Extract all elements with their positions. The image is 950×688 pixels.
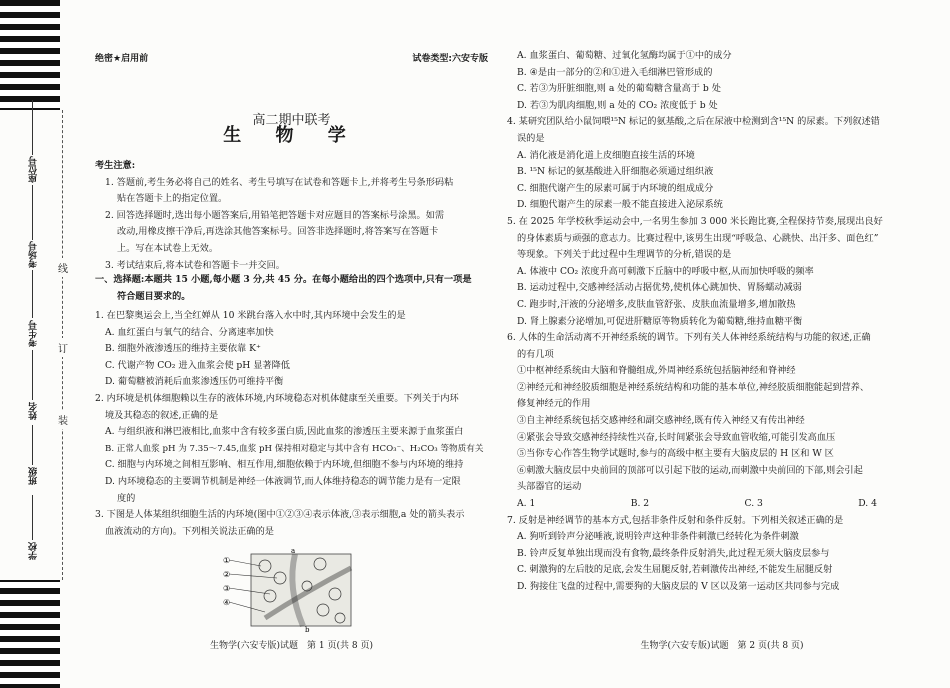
- section-heading: 一、选择题:本题共 15 小题,每小题 3 分,共 45 分。在每小题给出的四个选项中,只有一项是 符合题目要求的。: [95, 274, 472, 302]
- footer-page-2: 生物学(六安专版)试题 第 2 页(共 8 页): [640, 641, 804, 651]
- question-1-stem: 1. 在巴黎奥运会上,当全红婵从 10 米跳台落入水中时,其内环境中会发生的是: [95, 310, 406, 321]
- seat-number-field: 座位号: [29, 156, 39, 183]
- left-column: [95, 0, 488, 688]
- question-6-options: A. 1 B. 2 C. 3 D. 4: [517, 498, 877, 510]
- mark-line: 线: [58, 258, 68, 277]
- binding-strip: [0, 0, 76, 688]
- fig-label-a: a: [291, 547, 296, 555]
- question-4-stem: 4. 某研究团队给小鼠饲喂¹⁵N 标记的氨基酸,之后在尿液中检测到含¹⁵N 的尿素。下列叙述错: [507, 116, 880, 128]
- notice-block: 考生注意: 1. 答题前,考生务必将自己的姓名、考生号填写在试卷和答题卡上,并将考生号条形码粘 贴在答题卡上的指定位置。 2. 回答选择题时,选出每小题答案后,用铅笔把答题卡对应题目的答案标号涂黑。如需 改动,用橡皮擦干净后,再选涂其他答案标号。回答非选择题时,将答案写在答题卡 上。写在本试卷上无效。 3. 考试结束后,将本试卷和答题卡一并交回。: [95, 158, 488, 274]
- name-field: 姓名: [29, 402, 39, 420]
- school-field: 学校: [29, 542, 39, 560]
- fig-label-3: ③: [223, 584, 231, 593]
- mark-fold: 装: [58, 410, 68, 429]
- question-3-stem: 3. 下图是人体某组织细胞生活的内环境(图中①②③④表示体液,③表示细胞,a 处的箭头表示: [95, 509, 465, 521]
- notice-heading: 考生注意:: [95, 160, 136, 171]
- confidential-label: 绝密★启用前: [95, 54, 149, 64]
- fig-label-b: b: [305, 626, 310, 634]
- mark-bind: 订: [58, 338, 68, 357]
- exam-title: 高二期中联考: [252, 113, 331, 128]
- fig-label-4: ④: [223, 598, 231, 607]
- questions-1-3: 1. 在巴黎奥运会上,当全红婵从 10 米跳台落入水中时,其内环境中会发生的是 A. 血红蛋白与氧气的结合、分离速率加快 B. 细胞外液渗透压的维持主要依靠 K⁺ C. 代谢产物 CO₂ 进入血浆会使 pH 显著降低 D. 葡萄糖被消耗后血浆渗透压仍可维持平衡 2. 内环境是机体细胞赖以生存的液体环境,内环境稳态对机体健康至关重要。下列关于内环 境及其稳态的叙述,正确的是 A. 与组织液和淋巴液相比,血浆中含有较多蛋白质,因此血浆的渗透压主要来源于血浆蛋白 B. 正常人血浆 pH 为 7.35～7.45,血浆 pH 保持相对稳定与其中含有 HCO₃⁻、H₂CO₃ 等物质有关 C. 细胞与内环境之间相互影响、相互作用,细胞依赖于内环境,但细胞不参与内环境的维持 D. 内环境稳态的主要调节机制是神经一体液调节,而人体维持稳态的调节能力是有一定限 度的 3. 下图是人体某组织细胞生活的内环境(图中①②③④表示体液,③表示细胞,a 处的箭头表示 血液流动的方向)。下列相关说法正确的是: [95, 308, 488, 540]
- right-column: [507, 0, 937, 688]
- question-2-stem: 2. 内环境是机体细胞赖以生存的液体环境,内环境稳态对机体健康至关重要。下列关于内环: [95, 392, 459, 404]
- subject-title: 生 物 学: [223, 125, 360, 146]
- question-6-stem: 6. 人体的生命活动离不开神经系统的调节。下列有关人体神经系统结构与功能的叙述,正确: [507, 332, 871, 344]
- paper-type-label: 试卷类型:六安专版: [412, 54, 488, 64]
- fig-label-2: ②: [223, 570, 231, 579]
- right-questions: A. 血浆蛋白、葡萄糖、过氧化氢酶均属于①中的成分 B. ④是由一部分的②和①进入毛细淋巴管形成的 C. 若③为肝脏细胞,则 a 处的葡萄糖含量高于 b 处 D. 若③为肌肉细胞,则 a 处的 CO₂ 浓度低于 b 处 4. 某研究团队给小鼠饲喂¹⁵N 标记的氨基酸,之后在尿液中检测到含¹⁵N 的尿素。下列叙述错 误的是 A. 消化液是消化道上皮细胞直接生活的环境 B. ¹⁵N 标记的氨基酸进入肝细胞必须通过组织液 C. 细胞代谢产生的尿素可属于内环境的组成成分 D. 细胞代谢产生的尿素一般不能直接进入泌尿系统 5. 在 2025 年学校秋季运动会中,一名男生参加 3 000 米长跑比赛,全程保持节奏,展现出良好 的身体素质与顽强的意志力。比赛过程中,该男生出现“呼吸急、心跳快、出汗多、面色红” 等现象。下列关于此过程中生理调节的分析,错误的是 A. 体液中 CO₂ 浓度升高可刺激下丘脑中的呼吸中枢,从而加快呼吸的频率 B. 运动过程中,交感神经活动占据优势,使机体心跳加快、胃肠蠕动减弱 C. 跑步时,汗液的分泌增多,皮肤血管舒张、皮肤血流量增多,增加散热 D. 肾上腺素分泌增加,可促进肝糖原等物质转化为葡萄糖,维持血糖平衡 6. 人体的生命活动离不开神经系统的调节。下列有关人体神经系统结构与功能的叙述,正确 的有几项 ①中枢神经系统由大脑和脊髓组成,外周神经系统包括脑神经和脊神经 ②神经元和神经胶质细胞是神经系统结构和功能的基本单位,神经胶质细胞能起到营养、 修复神经元的作用 ③自主神经系统包括交感神经和副交感神经,既有传入神经又有传出神经 ④紧张会导致交感神经持续性兴奋,长时间紧张会导致血管收缩,可能引发高血压 ⑤当你专心作答生物学试题时,参与的高级中枢主要有大脑皮层的 H 区和 W 区 ⑥刺激大脑皮层中央前回的顶部可以引起下肢的运动,而刺激中央前回的下部,则会引起 头部器官的运动 A. 1 B. 2 C. 3 D. 4 7. 反射是神经调节的基本方式,包括非条件反射和条件反射。下列相关叙述正确的是 A. 狗听到铃声分泌唾液,说明铃声这种非条件刺激已经转化为条件刺激 B. 铃声反复单独出现而没有食物,最终条件反射消失,此过程无须大脑皮层参与 C. 刺激狗的左后肢的足底,会发生屈腿反射,若刺激传出神经,不能发生屈腿反射 D. 狗接住飞盘的过程中,需要狗的大脑皮层的 V 区以及第一运动区共同参与完成: [507, 48, 937, 596]
- footer-page-1: 生物学(六安专版)试题 第 1 页(共 8 页): [210, 641, 373, 651]
- tissue-diagram: [223, 547, 360, 634]
- fig-label-1: ①: [223, 556, 231, 565]
- question-7-stem: 7. 反射是神经调节的基本方式,包括非条件反射和条件反射。下列相关叙述正确的是: [507, 514, 844, 526]
- question-5-stem: 5. 在 2025 年学校秋季运动会中,一名男生参加 3 000 米长跑比赛,全程保持节奏,展现出良好: [507, 215, 883, 227]
- class-field: 班级: [29, 467, 39, 485]
- student-number-field: 考生号: [29, 320, 39, 347]
- exam-room-field: 考场号: [29, 241, 39, 268]
